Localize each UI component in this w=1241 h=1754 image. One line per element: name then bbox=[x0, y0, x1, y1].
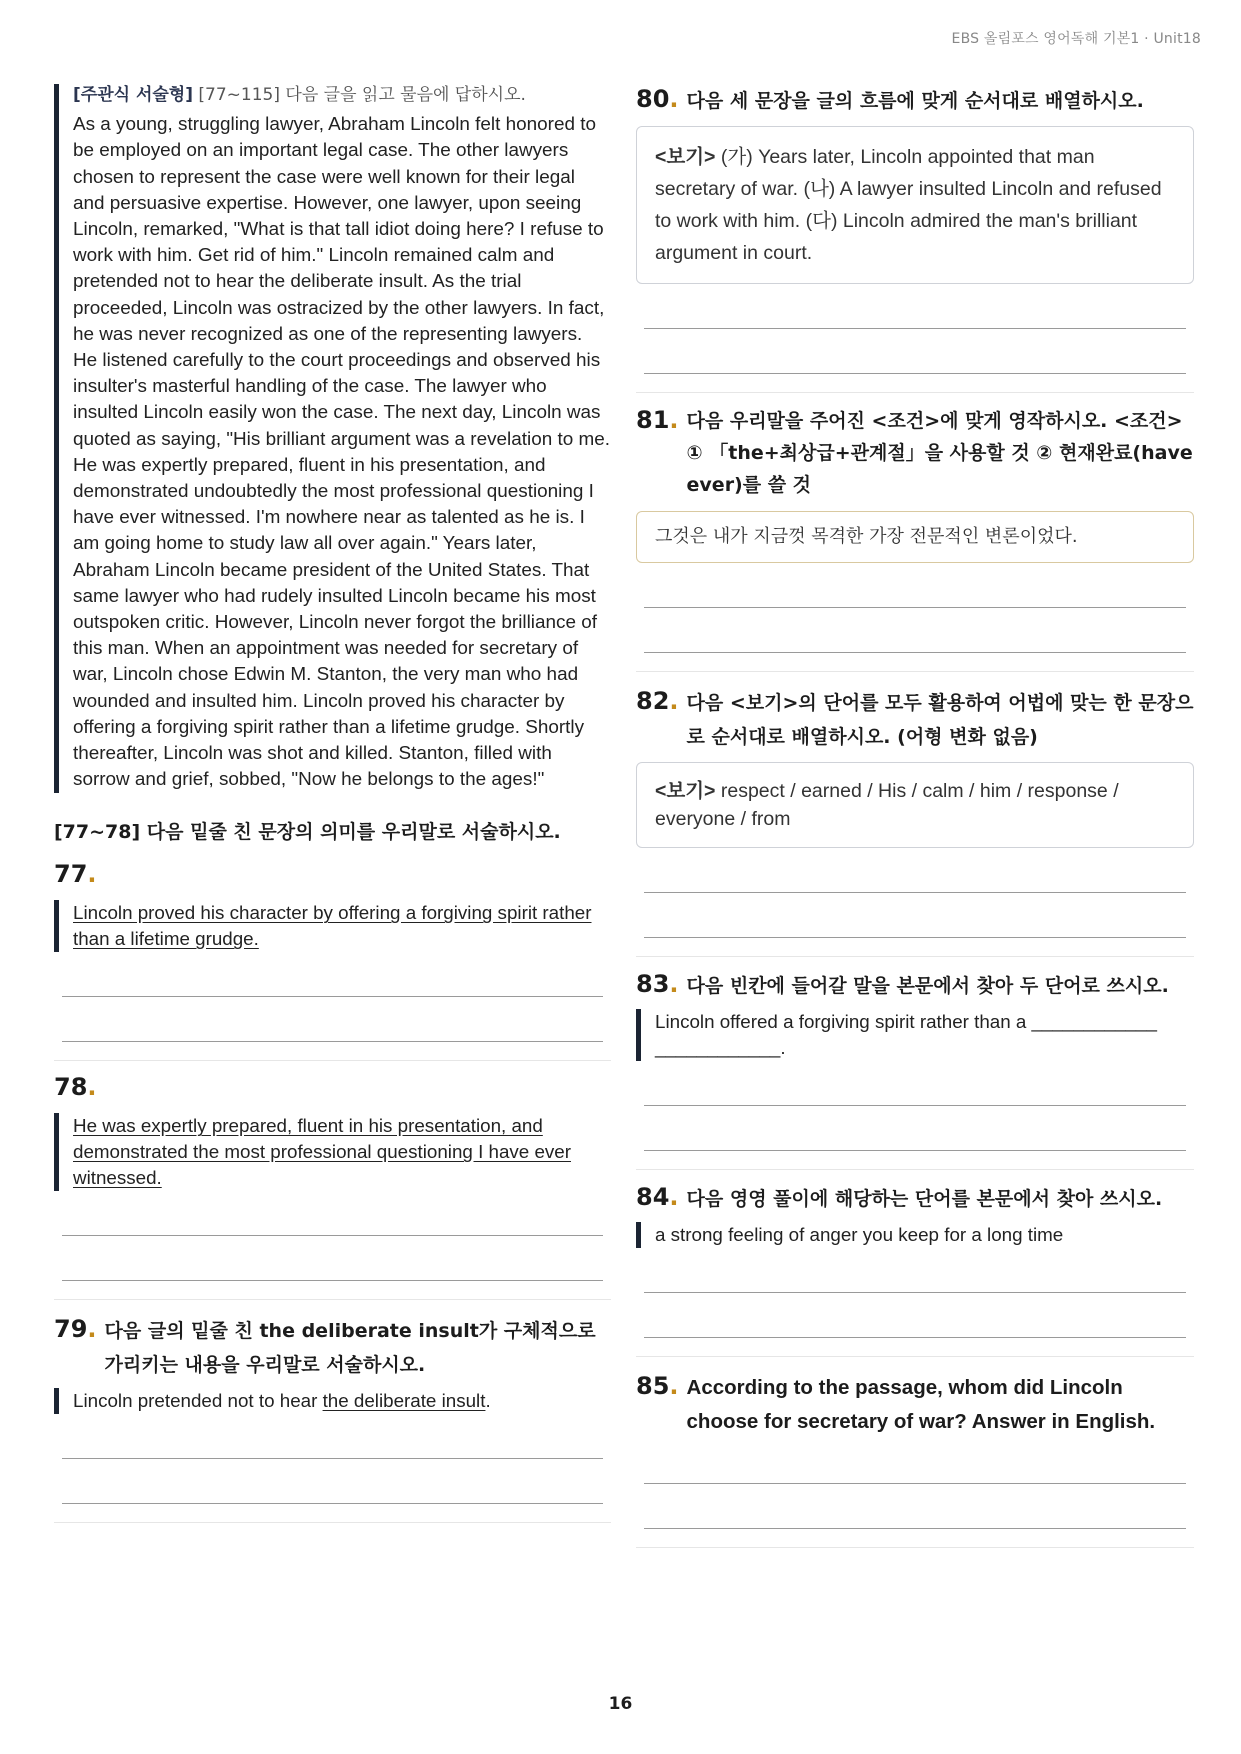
question-instruction: 다음 우리말을 주어진 <조건>에 맞게 영작하시오. <조건> ① 「the+최상급+관계절」을 사용할 것 ② 현재완료(have ever)를 쓸 것 bbox=[686, 410, 1193, 496]
question-quote: He was expertly prepared, fluent in his presentation, and demonstrated the most professional questioning I have ever witnessed. bbox=[54, 1113, 611, 1191]
question-82 bbox=[636, 686, 1194, 957]
question-80 bbox=[636, 84, 1194, 393]
divider bbox=[54, 1060, 611, 1061]
question-78 bbox=[54, 1073, 611, 1300]
question-heading bbox=[636, 84, 1194, 118]
question-heading bbox=[54, 1314, 611, 1382]
divider bbox=[636, 1547, 1194, 1548]
left-column bbox=[54, 84, 611, 1523]
example-box: <보기> respect / earned / His / calm / him / response / everyone / from bbox=[636, 762, 1194, 848]
question-number: 83. bbox=[636, 970, 679, 998]
question-number: 79. bbox=[54, 1315, 97, 1344]
question-number: 78. bbox=[54, 1073, 97, 1102]
question-79 bbox=[54, 1314, 611, 1523]
question-quote: Lincoln pretended not to hear the deliberate insult. bbox=[54, 1388, 611, 1414]
divider bbox=[636, 1169, 1194, 1170]
passage-text: As a young, struggling lawyer, Abraham Lincoln felt honored to be employed on an important legal case. The other lawyers chosen to represent the case were well known for their legal and persuasive expertise. However, one lawyer, upon seeing Lincoln, remarked, "What is that tall idiot doing here? I refuse to work with him. Get rid of him." Lincoln remained calm and pretended not to hear the deliberate insult. As the trial proceeded, Lincoln was ostracized by the other lawyers. In fact, he was never recognized as one of the representing lawyers. He listened carefully to the court proceedings and observed his insulter's masterful handling of the case. The lawyer who insulted Lincoln easily won the case. The next day, Lincoln was quoted as saying, "His brilliant argument was a revelation to me. He was expertly prepared, fluent in his presentation, and demonstrated undoubtedly the most professional questioning I have ever witnessed. I'm nowhere near as talented as he is. I am going home to study law all over again." Years later, Abraham Lincoln became president of the United States. That same lawyer who had rudely insulted Lincoln became his most outspoken critic. However, Lincoln never forgot the brilliance of this man. When an appointment was needed for secretary of war, Lincoln chose Edwin M. Stanton, the very man who had wounded and insulted him. Lincoln proved his character by offering a forgiving spirit rather than a lifetime grudge. Shortly thereafter, Lincoln was shot and killed. Stanton, filled with sorrow and grief, sobbed, "Now he belongs to the ages!" bbox=[73, 114, 610, 791]
question-number: 82. bbox=[636, 687, 679, 715]
question-number: 80. bbox=[636, 85, 679, 113]
question-85 bbox=[636, 1371, 1194, 1548]
question-number: 85. bbox=[636, 1372, 679, 1400]
question-heading bbox=[636, 1182, 1194, 1216]
question-heading bbox=[636, 1371, 1194, 1439]
korean-sentence-box: 그것은 내가 지금껏 목격한 가장 전문적인 변론이었다. bbox=[636, 511, 1194, 563]
question-81 bbox=[636, 405, 1194, 672]
right-column bbox=[636, 84, 1194, 1548]
question-instruction: 다음 세 문장을 글의 흐름에 맞게 순서대로 배열하시오. bbox=[686, 90, 1144, 112]
question-number: 77. bbox=[54, 860, 97, 889]
question-heading bbox=[636, 969, 1194, 1003]
question-instruction: 다음 <보기>의 단어를 모두 활용하여 어법에 맞는 한 문장으로 순서대로 배열하시오. (어형 변화 없음) bbox=[686, 692, 1194, 748]
question-83 bbox=[636, 969, 1194, 1170]
reading-passage bbox=[54, 84, 611, 793]
question-instruction: 다음 영영 풀이에 해당하는 단어를 본문에서 찾아 쓰시오. bbox=[686, 1188, 1163, 1210]
question-84 bbox=[636, 1182, 1194, 1357]
question-77 bbox=[54, 860, 611, 1061]
question-instruction: According to the passage, whom did Lincoln choose for secretary of war? Answer in English. bbox=[686, 1376, 1156, 1433]
page-number: 16 bbox=[608, 1694, 633, 1714]
passage-heading bbox=[73, 84, 611, 106]
divider bbox=[636, 956, 1194, 957]
example-box: <보기> (가) Years later, Lincoln appointed that man secretary of war. (나) A lawyer insulted Lincoln and refused to work with him. (다) Lincoln admired the man's brilliant argument in court. bbox=[636, 126, 1194, 284]
passage-instruction: [77~115] 다음 글을 읽고 물음에 답하시오. bbox=[198, 85, 526, 105]
question-quote: Lincoln proved his character by offering a forgiving spirit rather than a lifetime grudge. bbox=[54, 900, 611, 952]
divider bbox=[54, 1299, 611, 1300]
question-instruction: 다음 글의 밑줄 친 the deliberate insult가 구체적으로 가리키는 내용을 우리말로 서술하시오. bbox=[104, 1320, 596, 1377]
passage-tag: [주관식 서술형] bbox=[73, 85, 193, 105]
question-number: 81. bbox=[636, 406, 679, 434]
question-instruction: 다음 빈칸에 들어갈 말을 본문에서 찾아 두 단어로 쓰시오. bbox=[686, 975, 1169, 997]
question-heading bbox=[636, 405, 1194, 501]
divider bbox=[636, 671, 1194, 672]
question-heading bbox=[636, 686, 1194, 754]
page-header: EBS 올림포스 영어독해 기본1 · Unit18 bbox=[951, 31, 1201, 47]
divider bbox=[54, 1522, 611, 1523]
divider bbox=[636, 1356, 1194, 1357]
group-title-77-78: [77~78] 다음 밑줄 친 문장의 의미를 우리말로 서술하시오. bbox=[54, 821, 561, 844]
question-quote: Lincoln offered a forgiving spirit rather than a ____________ ____________. bbox=[636, 1009, 1194, 1061]
divider bbox=[636, 392, 1194, 393]
question-quote: a strong feeling of anger you keep for a long time bbox=[636, 1222, 1194, 1248]
question-number: 84. bbox=[636, 1183, 679, 1211]
